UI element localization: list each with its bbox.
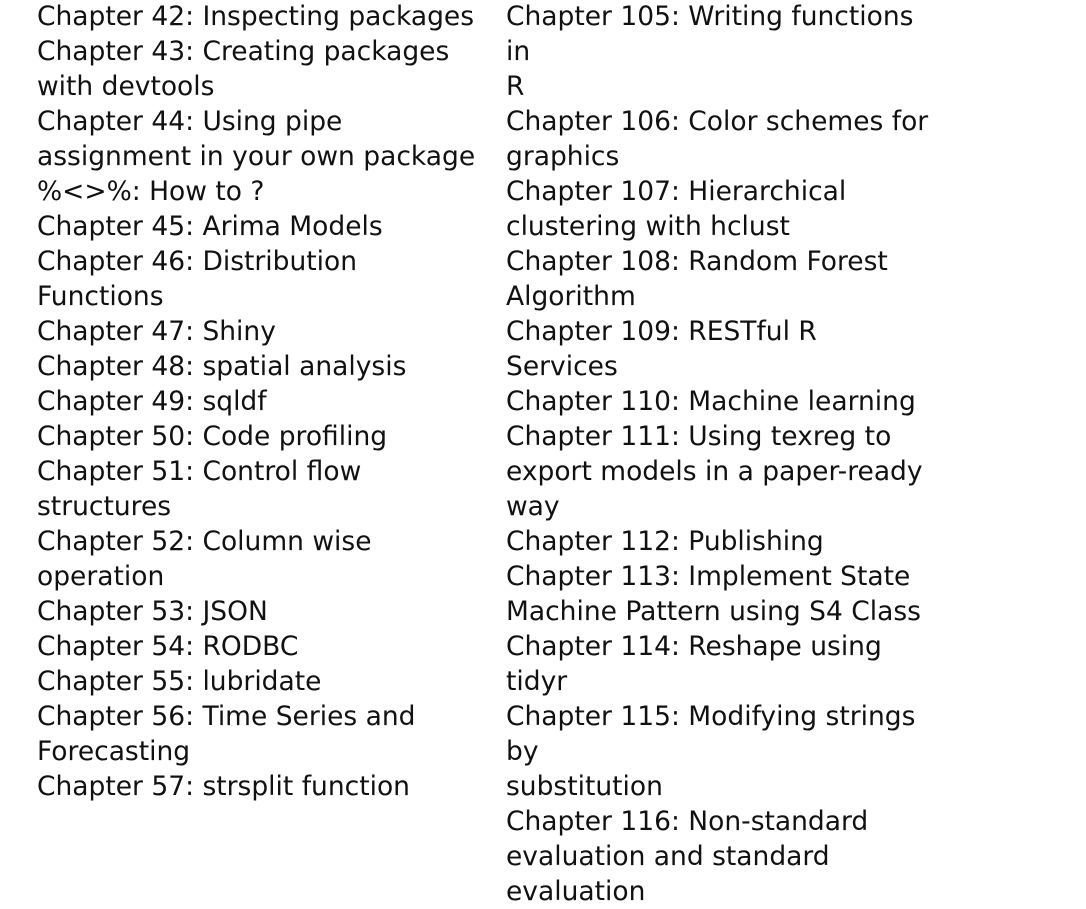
- toc-entry[interactable]: [506, 419, 936, 524]
- toc-entry[interactable]: [37, 314, 477, 349]
- toc-entry-text: Chapter 49: sqldf: [37, 386, 267, 417]
- toc-entry[interactable]: [506, 804, 936, 909]
- toc-entry[interactable]: [37, 419, 477, 454]
- toc-entry-text: Chapter 47: Shiny: [37, 316, 276, 347]
- toc-entry[interactable]: [37, 384, 477, 419]
- toc-entry-text: Chapter 50: Code profiling: [37, 421, 388, 452]
- toc-entry[interactable]: [37, 699, 477, 769]
- toc-entry-text: %<>%: How to ?: [37, 176, 265, 207]
- toc-entry-text: Chapter 109: RESTful R Services: [506, 316, 817, 382]
- toc-entry-text: Chapter 113: Implement State: [506, 561, 911, 592]
- toc-entry[interactable]: [37, 524, 477, 594]
- toc-right-column: [506, 0, 936, 909]
- toc-entry-text: way: [506, 491, 560, 522]
- toc-entry-text: substitution: [506, 771, 663, 802]
- toc-entry[interactable]: [37, 34, 477, 104]
- toc-entry-text: Chapter 53: JSON: [37, 596, 268, 627]
- toc-entry[interactable]: [506, 699, 936, 804]
- toc-entry[interactable]: [37, 629, 477, 664]
- toc-entry-text: Chapter 112: Publishing: [506, 526, 824, 557]
- toc-entry-text: Chapter 45: Arima Models: [37, 211, 383, 242]
- toc-entry-text: Chapter 105: Writing functions in: [506, 1, 914, 67]
- toc-entry-text: Forecasting: [37, 736, 191, 767]
- toc-entry-text: clustering with hclust: [506, 211, 790, 242]
- toc-entry-text: export models in a paper-ready: [506, 456, 923, 487]
- toc-entry-text: Chapter 116: Non-standard: [506, 806, 869, 837]
- toc-entry-text: Chapter 110: Machine learning: [506, 386, 916, 417]
- toc-entry-text: Chapter 57: strsplit function: [37, 771, 410, 802]
- toc-entry[interactable]: [506, 174, 936, 244]
- toc-entry[interactable]: [506, 524, 936, 559]
- toc-entry[interactable]: [37, 769, 477, 804]
- toc-entry-text: Chapter 43: Creating packages: [37, 36, 450, 67]
- toc-entry-text: R: [506, 71, 525, 102]
- toc-entry-text: evaluation and standard: [506, 841, 830, 872]
- toc-entry-text: with devtools: [37, 71, 215, 102]
- toc-entry[interactable]: [37, 349, 477, 384]
- toc-entry-text: Chapter 56: Time Series and: [37, 701, 416, 732]
- toc-entry[interactable]: [37, 594, 477, 629]
- toc-entry[interactable]: [37, 244, 477, 314]
- toc-entry-text: Chapter 115: Modifying strings by: [506, 701, 916, 767]
- toc-entry-text: operation: [37, 561, 165, 592]
- toc-entry[interactable]: [506, 0, 936, 104]
- toc-entry[interactable]: [506, 559, 936, 629]
- toc-entry-text: Chapter 114: Reshape using tidyr: [506, 631, 882, 697]
- toc-entry-text: Chapter 106: Color schemes for: [506, 106, 929, 137]
- toc-entry[interactable]: [37, 454, 477, 524]
- toc-entry[interactable]: [506, 384, 936, 419]
- toc-entry[interactable]: [506, 244, 936, 314]
- toc-entry[interactable]: [37, 0, 477, 34]
- toc-entry[interactable]: [506, 314, 936, 384]
- toc-entry[interactable]: [506, 629, 936, 699]
- toc-entry-text: structures: [37, 491, 172, 522]
- toc-entry-text: Chapter 111: Using texreg to: [506, 421, 892, 452]
- toc-entry[interactable]: [37, 664, 477, 699]
- toc-entry[interactable]: [37, 104, 477, 209]
- toc-entry-text: Chapter 44: Using pipe: [37, 106, 343, 137]
- toc-entry[interactable]: [37, 209, 477, 244]
- toc-entry-text: graphics: [506, 141, 620, 172]
- toc-entry-text: Chapter 51: Control flow: [37, 456, 362, 487]
- toc-entry-text: Chapter 54: RODBC: [37, 631, 299, 662]
- toc-entry-text: Chapter 42: Inspecting packages: [37, 1, 475, 32]
- toc-entry-text: Chapter 108: Random Forest: [506, 246, 888, 277]
- toc-entry-text: assignment in your own package: [37, 141, 476, 172]
- toc-entry-text: Chapter 107: Hierarchical: [506, 176, 847, 207]
- toc-entry-text: evaluation: [506, 876, 646, 907]
- toc-entry-text: Chapter 46: Distribution Functions: [37, 246, 358, 312]
- toc-entry-text: Algorithm: [506, 281, 636, 312]
- toc-entry-text: Chapter 52: Column wise: [37, 526, 372, 557]
- toc-left-column: [37, 0, 477, 804]
- toc-entry-text: Machine Pattern using S4 Class: [506, 596, 921, 627]
- toc-entry-text: Chapter 48: spatial analysis: [37, 351, 407, 382]
- toc-entry-text: Chapter 55: lubridate: [37, 666, 322, 697]
- toc-entry[interactable]: [506, 104, 936, 174]
